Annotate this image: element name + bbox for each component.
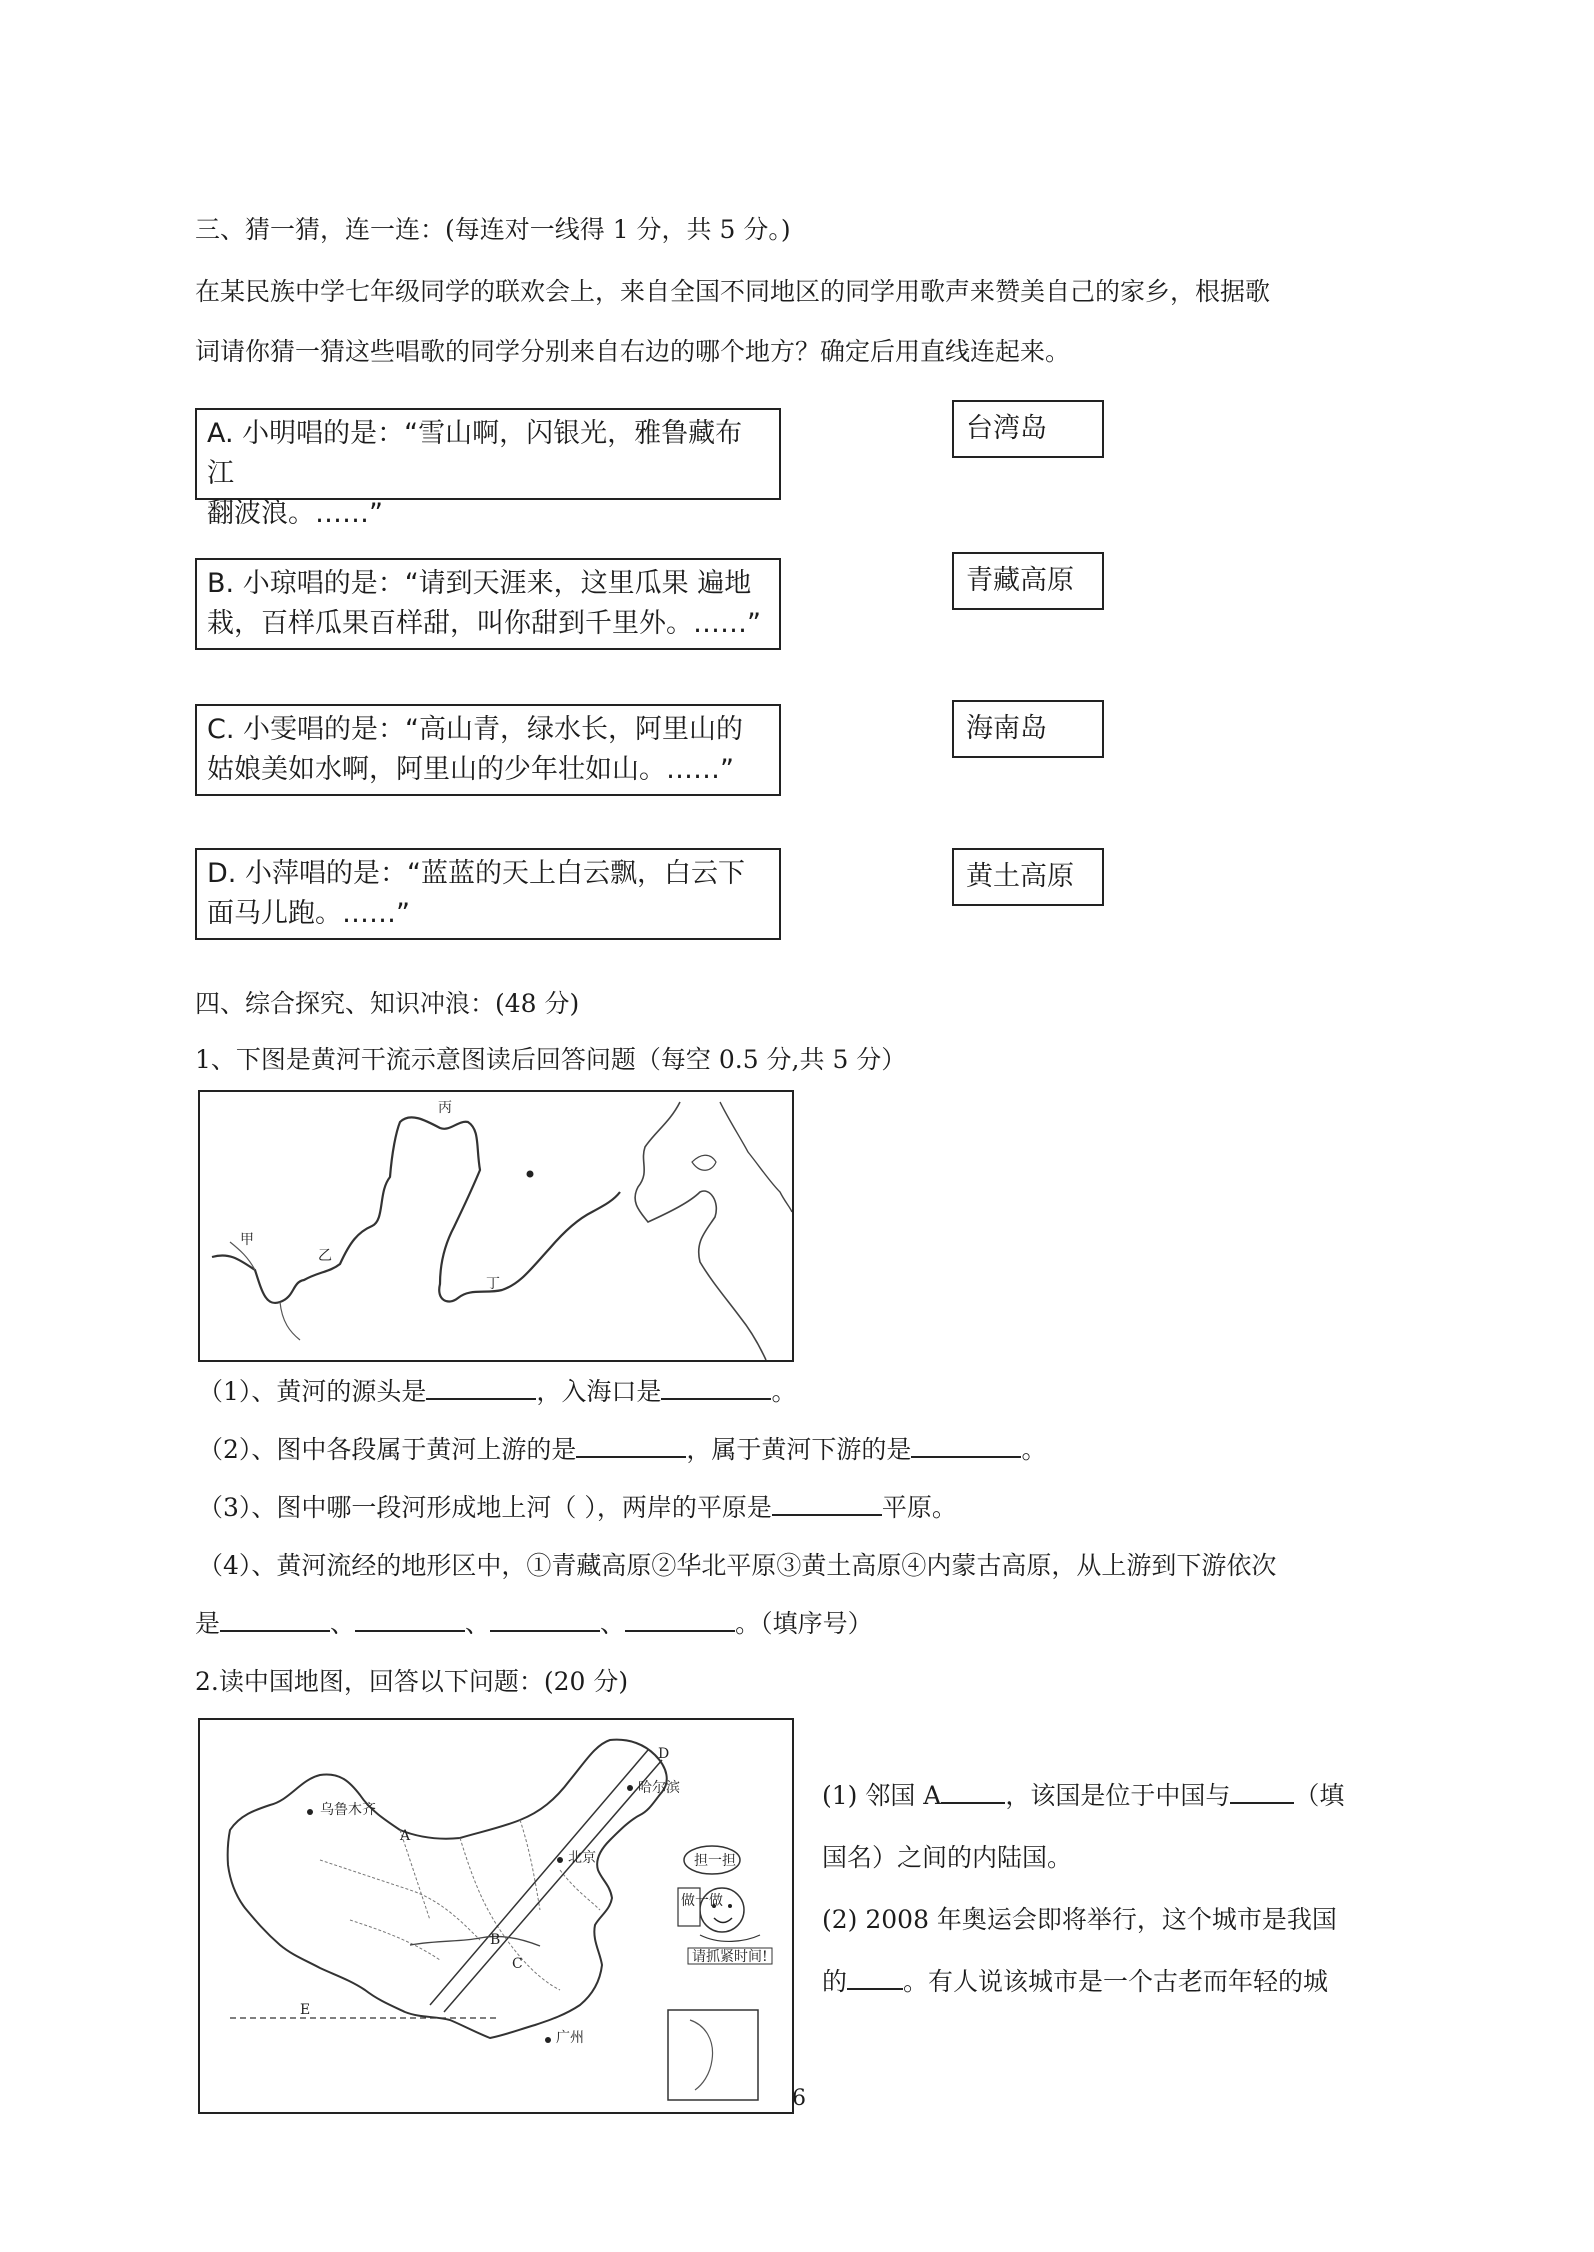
q1-sub2-text-a: （2）、图中各段属于黄河上游的是 <box>198 1435 577 1464</box>
q1-sub4-line1: （4）、黄河流经的地形区中，①青藏高原②华北平原③黄土高原④内蒙古高原，从上游到下游依次 <box>198 1551 1277 1580</box>
coastline <box>692 1155 716 1170</box>
map-label-urumqi: 乌鲁木齐 <box>320 1802 376 1818</box>
answer-blank[interactable] <box>772 1514 882 1516</box>
map-label-c: C <box>512 1956 523 1972</box>
city-dot <box>557 1857 563 1863</box>
answer-blank[interactable] <box>1230 1802 1294 1804</box>
q1-title: 1、下图是黄河干流示意图读后回答问题（每空 0.5 分,共 5 分） <box>195 1045 907 1074</box>
map-label-harbin: 哈尔滨 <box>638 1780 680 1796</box>
separator: 、 <box>330 1609 356 1638</box>
question-d-line1: D. 小萍唱的是：“蓝蓝的天上白云飘，白云下 <box>207 858 745 889</box>
answer-blank[interactable] <box>220 1630 330 1632</box>
section3-title: 三、猜一猜，连一连：(每连对一线得 1 分，共 5 分。) <box>195 215 791 244</box>
china-map-drawing <box>200 1720 792 2112</box>
q2-sub2-text-a: 的 <box>822 1967 848 1996</box>
china-outline <box>228 1740 670 2038</box>
map-label-bing: 丙 <box>438 1100 452 1116</box>
map-label-e: E <box>300 2002 311 2018</box>
kid-sign-text: 做一做 <box>681 1893 723 1909</box>
yellow-river-line <box>212 1117 620 1303</box>
question-b-line1: B. 小琼唱的是：“请到天涯来，这里瓜果 遍地 <box>207 568 752 599</box>
page-number: 6 <box>792 2086 806 2111</box>
yellow-river-map-drawing <box>200 1092 792 1360</box>
answer-blank[interactable] <box>625 1630 735 1632</box>
city-dot <box>527 1171 534 1178</box>
q1-sub3 <box>198 1488 957 1524</box>
answer-box-huangtu[interactable]: 黄土高原 <box>952 848 1104 906</box>
map-label-d: D <box>658 1746 670 1762</box>
separator: 、 <box>465 1609 491 1638</box>
question-c-line2: 姑娘美如水啊，阿里山的少年壮如山。……” <box>207 754 734 785</box>
answer-blank[interactable] <box>576 1456 686 1458</box>
map-label-yi: 乙 <box>318 1248 332 1264</box>
answer-blank[interactable] <box>911 1456 1021 1458</box>
question-box-b <box>195 558 781 650</box>
answer-box-hainan[interactable]: 海南岛 <box>952 700 1104 758</box>
separator: 、 <box>600 1609 626 1638</box>
coastline <box>635 1102 766 1360</box>
city-dot <box>627 1785 633 1791</box>
yellow-river-map <box>198 1090 794 1362</box>
city-dot <box>545 2037 551 2043</box>
map-label-beijing: 北京 <box>568 1850 596 1866</box>
q1-sub2-text-b: ，属于黄河下游的是 <box>686 1435 912 1464</box>
question-b-line2: 栽，百样瓜果百样甜，叫你甜到千里外。……” <box>207 608 761 639</box>
question-a-line2: 翻波浪。……” <box>207 498 383 529</box>
q1-sub2-text-c: 。 <box>1021 1435 1047 1464</box>
kid-eye-icon <box>728 1904 732 1908</box>
q1-sub1-text-c: 。 <box>771 1377 797 1406</box>
q2-sub1-text-a: (1) 邻国 A <box>822 1781 942 1810</box>
map-label-b: B <box>490 1932 501 1948</box>
q1-sub2 <box>198 1430 1046 1466</box>
q1-sub4-text-end: 。（填序号） <box>735 1609 873 1638</box>
question-c-line1: C. 小雯唱的是：“高山青，绿水长，阿里山的 <box>207 714 744 745</box>
province-boundaries <box>320 1820 600 1990</box>
q2-title: 2.读中国地图，回答以下问题：(20 分) <box>195 1667 629 1696</box>
question-a-line1: A. 小明唱的是：“雪山啊，闪银光，雅鲁藏布江 <box>207 418 743 489</box>
kid-arm-icon <box>700 1935 760 1941</box>
section3-intro-line1: 在某民族中学七年级同学的联欢会上，来自全国不同地区的同学用歌声来赞美自己的家乡，根据歌 <box>195 277 1271 306</box>
question-box-d <box>195 848 781 940</box>
city-dot <box>307 1809 313 1815</box>
q2-sub2-line2 <box>822 1962 1328 1998</box>
section4-title: 四、综合探究、知识冲浪：(48 分) <box>195 989 580 1018</box>
question-box-c <box>195 704 781 796</box>
q2-sub1-text-b: ，该国是位于中国与 <box>1005 1781 1231 1810</box>
map-label-slogan: 请抓紧时间! <box>692 1949 768 1965</box>
map-label-a: A <box>400 1828 411 1844</box>
map-label-guangzhou: 广州 <box>556 2030 584 2046</box>
q1-sub1-text-b: ，入海口是 <box>536 1377 662 1406</box>
q2-sub2-text-b: 。有人说该城市是一个古老而年轻的城 <box>903 1967 1329 1996</box>
coastline <box>720 1102 792 1212</box>
q1-sub1-text-a: （1）、黄河的源头是 <box>198 1377 427 1406</box>
tributary-line <box>280 1302 300 1340</box>
question-box-a <box>195 408 781 529</box>
answer-box-taiwan[interactable]: 台湾岛 <box>952 400 1104 458</box>
china-map <box>198 1718 794 2114</box>
answer-box-qingzang[interactable]: 青藏高原 <box>952 552 1104 610</box>
answer-blank[interactable] <box>490 1630 600 1632</box>
q1-sub3-text-b: 平原。 <box>881 1493 957 1522</box>
q2-sub1-line2: 国名）之间的内陆国。 <box>822 1843 1073 1872</box>
q1-sub3-text-a: （3）、图中哪一段河形成地上河（ ），两岸的平原是 <box>198 1493 772 1522</box>
answer-blank[interactable] <box>941 1802 1005 1804</box>
answer-blank[interactable] <box>847 1988 903 1990</box>
section3-intro-line2: 词请你猜一猜这些唱歌的同学分别来自右边的哪个地方？确定后用直线连起来。 <box>195 337 1071 366</box>
q2-sub1-line1 <box>822 1776 1344 1812</box>
map-label-ding: 丁 <box>486 1276 500 1292</box>
question-d-line2: 面马儿跑。……” <box>207 898 410 929</box>
q1-sub4-line2 <box>195 1604 873 1640</box>
q1-sub1 <box>198 1372 796 1408</box>
answer-blank[interactable] <box>355 1630 465 1632</box>
answer-blank[interactable] <box>426 1398 536 1400</box>
q2-sub1-text-c: （填 <box>1294 1781 1345 1810</box>
q2-sub2-line1: (2) 2008 年奥运会即将举行，这个城市是我国 <box>822 1905 1337 1934</box>
diagonal-line <box>430 1750 648 2005</box>
river-line <box>410 1936 540 1946</box>
answer-blank[interactable] <box>661 1398 771 1400</box>
q1-sub4-text-a: 是 <box>195 1609 221 1638</box>
bubble-text: 担一担 <box>694 1853 736 1869</box>
map-label-jia: 甲 <box>240 1232 254 1248</box>
